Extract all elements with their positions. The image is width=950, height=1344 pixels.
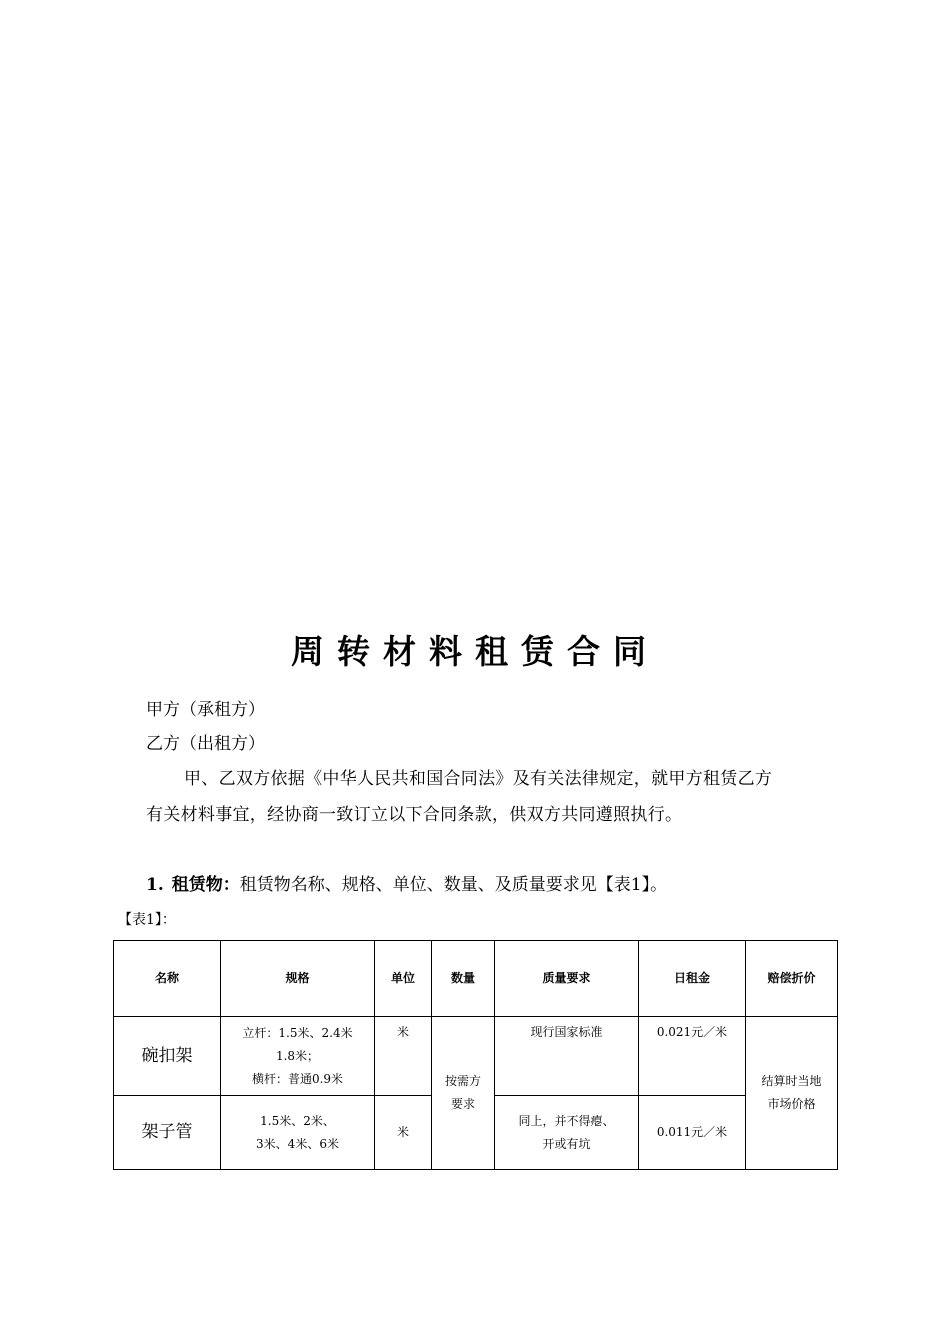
row-1-unit: 米 bbox=[375, 1017, 432, 1096]
header-name: 名称 bbox=[114, 941, 221, 1017]
compensation-line: 市场价格 bbox=[767, 1097, 816, 1111]
row-2-spec-line: 1.5米、2米、 bbox=[260, 1113, 335, 1128]
document-title: 周转材料租赁合同 bbox=[291, 632, 659, 671]
clause-1-heading: 租赁物： bbox=[171, 875, 240, 895]
header-compensation: 赔偿折价 bbox=[746, 941, 838, 1017]
row-1-daily-rent: 0.021元／米 bbox=[639, 1017, 746, 1096]
intro-paragraph-line-2: 有关材料事宜，经协商一致订立以下合同条款，供双方共同遵照执行。 bbox=[146, 805, 683, 825]
row-2-spec-line: 3米、4米、6米 bbox=[256, 1136, 339, 1151]
table-header-row bbox=[114, 941, 838, 1017]
party-a-label: 甲方（承租方） bbox=[146, 700, 265, 720]
table-row bbox=[114, 1017, 838, 1096]
row-2-unit: 米 bbox=[375, 1096, 432, 1170]
row-2-quality bbox=[495, 1096, 639, 1170]
lease-items-table bbox=[113, 940, 838, 1170]
table-caption: 【表1】： bbox=[118, 912, 176, 928]
row-2-name: 架子管 bbox=[114, 1096, 221, 1170]
header-quantity: 数量 bbox=[432, 941, 495, 1017]
party-b-label: 乙方（出租方） bbox=[146, 734, 265, 754]
row-2-spec bbox=[221, 1096, 375, 1170]
row-2-daily-rent: 0.011元／米 bbox=[639, 1096, 746, 1170]
clause-1-number: 1. bbox=[146, 875, 164, 895]
header-spec: 规格 bbox=[221, 941, 375, 1017]
header-daily-rent: 日租金 bbox=[639, 941, 746, 1017]
row-1-name: 碗扣架 bbox=[114, 1017, 221, 1096]
row-1-spec-line: 横杆：普通0.9米 bbox=[251, 1071, 344, 1086]
row-2-quality-line: 同上，并不得瘪、 bbox=[518, 1113, 615, 1128]
quantity-cell bbox=[432, 1017, 495, 1170]
quantity-line: 要求 bbox=[450, 1097, 475, 1111]
header-unit: 单位 bbox=[375, 941, 432, 1017]
intro-paragraph-line-1: 甲、乙双方依据《中华人民共和国合同法》及有关法律规定，就甲方租赁乙方 bbox=[184, 769, 773, 789]
clause-1-text: 租赁物名称、规格、单位、数量、及质量要求见【表1】。 bbox=[239, 875, 668, 895]
compensation-line: 结算时当地 bbox=[761, 1074, 822, 1088]
row-1-spec-line: 1.8米； bbox=[275, 1048, 320, 1063]
row-2-quality-line: 开或有坑 bbox=[542, 1136, 591, 1151]
row-1-spec bbox=[221, 1017, 375, 1096]
header-quality: 质量要求 bbox=[495, 941, 639, 1017]
quantity-line: 按需方 bbox=[444, 1074, 481, 1088]
compensation-cell bbox=[746, 1017, 838, 1170]
row-1-spec-line: 立杆：1.5米、2.4米 bbox=[242, 1025, 353, 1040]
row-1-quality: 现行国家标准 bbox=[495, 1017, 639, 1096]
clause-1 bbox=[146, 873, 667, 897]
